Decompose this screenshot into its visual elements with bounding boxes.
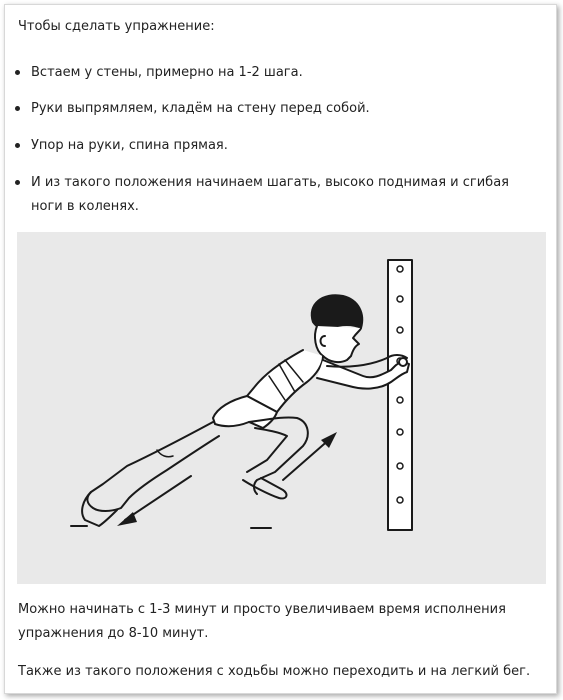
boy-hair: [312, 295, 362, 329]
exercise-illustration: [17, 232, 546, 584]
article-card: [4, 4, 557, 694]
boy-back-shoe: [82, 492, 117, 526]
paragraph-running: Также из такого положения с ходьбы можно переходить и на легкий бег.: [18, 664, 531, 679]
step-item: И из такого положения начинаем шагать, высоко поднимая и сгибая ноги в коленях.: [31, 171, 531, 219]
step-item: Упор на руки, спина прямая.: [31, 134, 531, 158]
intro-text: Чтобы сделать упражнение:: [18, 19, 215, 34]
boy-back-leg: [87, 422, 219, 511]
wall-walk-drawing: [17, 232, 546, 584]
step-item: Руки выпрямляем, кладём на стену перед собой.: [31, 97, 531, 121]
paragraph-duration: Можно начинать с 1-3 минут и просто увеличиваем время исполнения упражнения до 8-10 минут.: [18, 602, 506, 641]
boy-front-shoe: [243, 478, 286, 498]
step-item: Встаем у стены, примерно на 1-2 шага.: [31, 61, 531, 85]
motion-arrow-back: [125, 476, 191, 520]
